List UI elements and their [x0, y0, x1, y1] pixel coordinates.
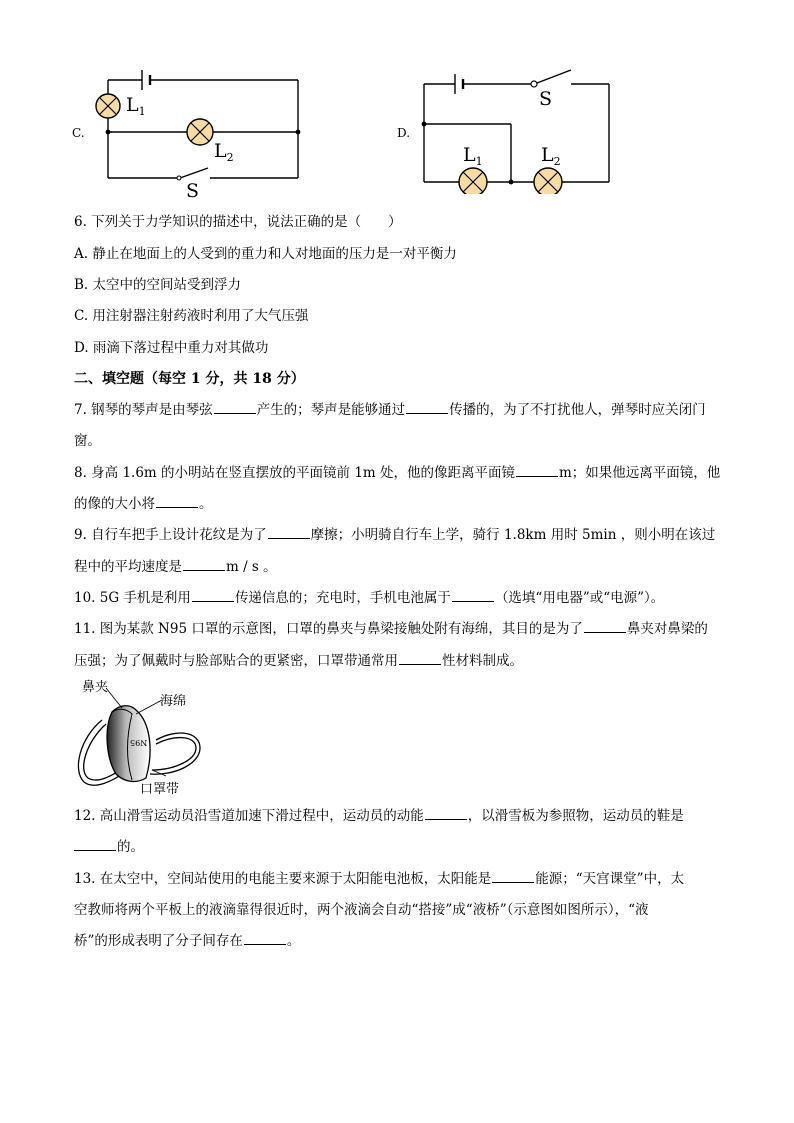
q8-line1: 8. 身高 1.6m 的小明站在竖直摆放的平面镜前 1m 处，他的像距离平面镜 m；如果他远离平面镜，他 [74, 465, 721, 481]
answer-blank[interactable] [244, 932, 286, 945]
option-d-label: D. [397, 126, 411, 140]
answer-blank[interactable] [399, 652, 441, 665]
answer-blank[interactable] [183, 558, 225, 571]
q12-line1: 12. 高山滑雪运动员沿雪道加速下滑过程中，运动员的动能 ，以滑雪板为参照物，运动员的鞋是 [74, 808, 684, 824]
q9-line1: 9. 自行车把手上设计花纹是为了 摩擦；小明骑自行车上学，骑行 1.8km 用时 5min ，则小明在该过 [74, 527, 716, 543]
q13-line2: 空教师将两个平板上的液滴靠得很近时，两个液滴会自动“搭接”成“液桥”（示意图如图所示），“液 [74, 902, 649, 918]
option-c-label: C. [72, 126, 85, 140]
q8-line2: 的像的大小将 。 [74, 496, 213, 512]
q12-line2: 的。 [74, 838, 144, 856]
q11-line2: 压强；为了佩戴时与脸部贴合的更紧密，口罩带通常用 性材料制成。 [74, 653, 523, 669]
lamp1-label: $L_1$ [463, 144, 483, 168]
section-title: 二、填空题（每空 1 分，共 18 分） [74, 371, 305, 387]
q6-option-b: B. 太空中的空间站受到浮力 [74, 277, 242, 293]
answer-blank[interactable] [268, 526, 310, 539]
q6-option-a: A. 静止在地面上的人受到的重力和人对地面的压力是一对平衡力 [74, 246, 457, 262]
sponge-label: 海绵 [160, 694, 187, 709]
answer-blank[interactable] [516, 464, 558, 477]
answer-blank[interactable] [406, 401, 448, 414]
answer-blank[interactable] [492, 870, 534, 883]
q9-line2: 程中的平均速度是 m / s 。 [74, 559, 277, 575]
answer-blank[interactable] [452, 589, 494, 602]
q10-line1: 10. 5G 手机是利用 传递信息的；充电时，手机电池属于 （选填“用电器”或“电源”）。 [74, 590, 665, 606]
q7-line2: 窗。 [74, 433, 101, 449]
switch-label: S [539, 88, 553, 110]
circuit-c [70, 64, 310, 204]
answer-blank[interactable] [214, 401, 256, 414]
answer-blank[interactable] [192, 589, 234, 602]
answer-blank[interactable] [156, 495, 198, 508]
circuit-d-diagram [395, 64, 625, 194]
switch-label: S [186, 180, 200, 202]
lamp1-label: $L_1$ [126, 94, 146, 118]
q6-stem: 6. 下列关于力学知识的描述中，说法正确的是（ ） [74, 214, 402, 230]
q7-line1: 7. 钢琴的琴声是由琴弦 产生的；琴声是能够通过 传播的，为了不打扰他人，弹琴时应关闭门 [74, 402, 706, 418]
strap-label: 口罩带 [140, 782, 180, 797]
answer-blank[interactable] [425, 807, 467, 820]
q13-line1: 13. 在太空中，空间站使用的电能主要来源于太阳能电池板，太阳能是 能源；“天宫课堂”中，太 [74, 871, 685, 887]
q6-option-c: C. 用注射器注射药液时利用了大气压强 [74, 308, 309, 324]
q11-line1: 11. 图为某款 N95 口罩的示意图，口罩的鼻夹与鼻梁接触处附有海绵，其目的是为了 鼻夹对鼻梁的 [74, 621, 708, 637]
q6-option-d: D. 雨滴下落过程中重力对其做功 [74, 340, 269, 356]
mask-print: N95 [130, 738, 148, 747]
nose-clip-label: 鼻夹 [82, 680, 109, 695]
mask-figure [70, 678, 210, 798]
lamp2-label: $L_2$ [214, 140, 234, 164]
circuit-d [395, 64, 625, 194]
answer-blank[interactable] [584, 620, 626, 633]
lamp2-label: $L_2$ [541, 144, 561, 168]
q13-line3: 桥”的形成表明了分子间存在 。 [74, 933, 301, 949]
answer-blank[interactable] [74, 838, 116, 851]
